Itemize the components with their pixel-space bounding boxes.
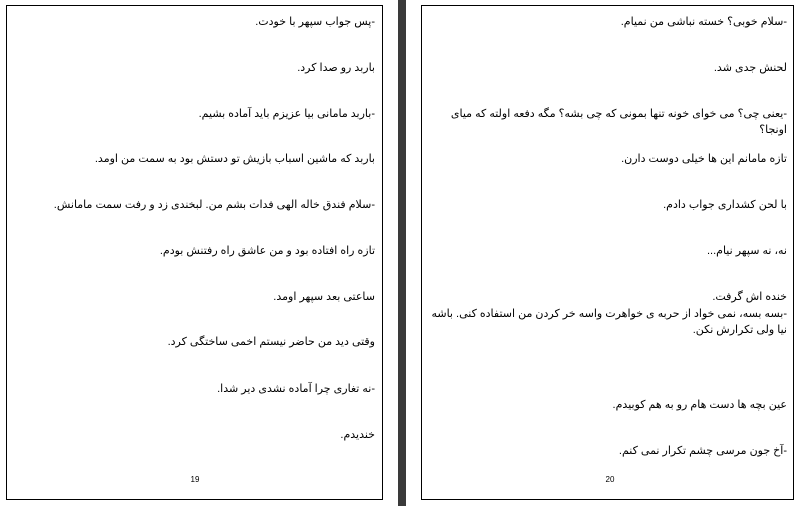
page-gutter — [398, 0, 406, 506]
page-number: 20 — [605, 475, 615, 484]
paragraph: عین بچه ها دست هام رو به هم کوبیدم. — [612, 399, 787, 411]
paragraph: خندیدم. — [340, 429, 375, 441]
paragraph: نه، نه سپهر نیام... — [706, 245, 787, 257]
paragraph: لحنش جدی شد. — [713, 62, 787, 74]
paragraph: -بسه بسه، نمی خواد از حربه ی خواهرت واسه خر کردن من استفاده کنی. باشه نیا ولی تکرارش نکن. — [431, 308, 787, 336]
paragraph: تازه راه افتاده بود و من عاشق راه رفتنش بودم. — [159, 245, 375, 257]
paragraph: -پس جواب سپهر با خودت. — [255, 16, 375, 28]
document-page-left — [6, 5, 383, 500]
paragraph: ساعتی بعد سپهر اومد. — [273, 291, 375, 303]
paragraph: -سلام فندق خاله الهی فدات بشم من. لبخندی زد و رفت سمت مامانش. — [53, 199, 375, 211]
paragraph: وقتی دید من حاضر نیستم اخمی ساختگی کرد. — [167, 336, 375, 348]
paragraph: با لحن کشداری جواب دادم. — [663, 199, 787, 211]
paragraph: -نه تغاری چرا آماده نشدی دیر شدا. — [217, 383, 375, 395]
paragraph: خنده اش گرفت. — [712, 291, 787, 303]
paragraph: -آخ جون مرسی چشم تکرار نمی کنم. — [618, 445, 787, 457]
paragraph: باربد رو صدا کرد. — [297, 62, 375, 74]
paragraph: -یعنی چی؟ می خوای خونه تنها بمونی که چی بشه؟ مگه دفعه اولته که میای اونجا؟ — [450, 108, 787, 136]
paragraph: -سلام خوبی؟ خسته نباشی من نمیام. — [620, 16, 787, 28]
paragraph: باربد که ماشین اسباب بازیش تو دستش بود به سمت من اومد. — [94, 153, 375, 165]
paragraph: -باربد مامانی بیا عزیزم باید آماده بشیم. — [198, 108, 375, 120]
paragraph: تازه مامانم این ها خیلی دوست دارن. — [621, 153, 787, 165]
page-number: 19 — [190, 475, 200, 484]
document-page-right — [421, 5, 794, 500]
